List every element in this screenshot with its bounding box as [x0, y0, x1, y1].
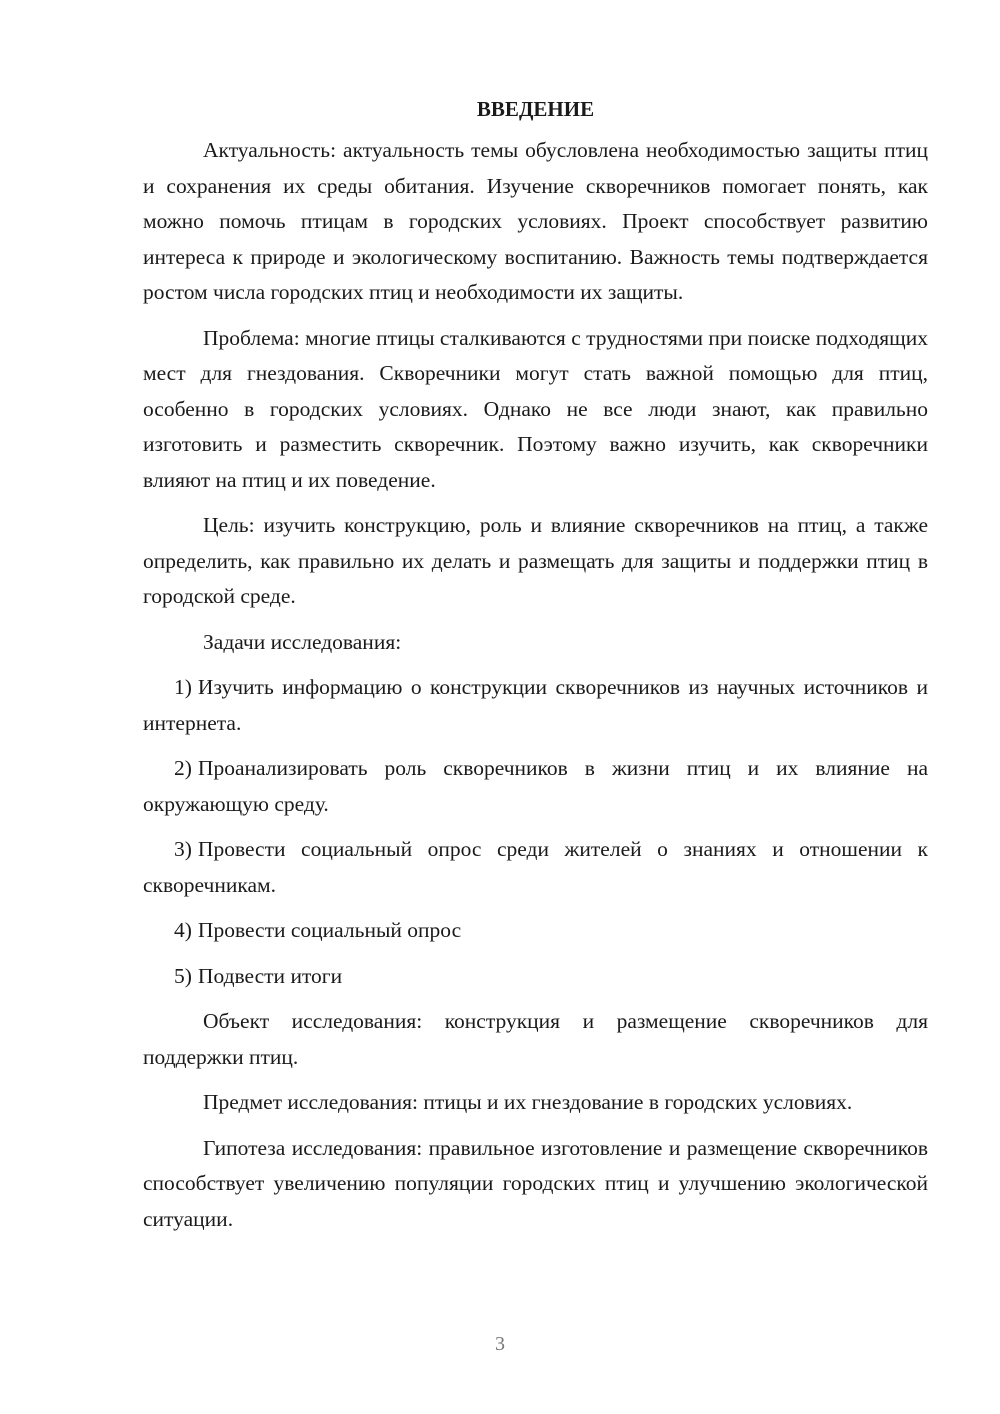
list-item	[143, 832, 928, 903]
paragraph-object: Объект исследования: конструкция и размещение скворечников для поддержки птиц.	[143, 1009, 928, 1069]
section-heading: ВВЕДЕНИЕ	[476, 97, 595, 121]
tasks-list	[143, 670, 928, 994]
list-item	[143, 751, 928, 822]
list-item-number: 5)	[174, 963, 192, 988]
list-item-text: Изучить информацию о конструкции скворечников из научных источников и интернета.	[143, 675, 928, 735]
list-item-number: 2)	[174, 756, 192, 780]
document-page	[143, 92, 928, 1247]
list-item-number: 4)	[174, 918, 192, 942]
paragraph-subject: Предмет исследования: птицы и их гнездование в городских условиях.	[203, 1090, 853, 1114]
paragraph-relevance: Актуальность: актуальность темы обусловлена необходимостью защиты птиц и сохранения их среды обитания. Изучение скворечников помогает понять, как можно помочь птицам в городских условиях. Проект способствует развитию интереса к природе и экологическому воспитанию. Важность темы подтверждается ростом числа городских птиц и необходимости их защиты.	[143, 138, 928, 304]
page-number: 3	[495, 1333, 505, 1355]
paragraph-goal: Цель: изучить конструкцию, роль и влияние скворечников на птиц, а также определить, как правильно их делать и размещать для защиты и поддержки птиц в городской среде.	[143, 513, 928, 608]
list-item	[143, 913, 928, 949]
list-item-text: Провести социальный опрос	[197, 918, 462, 942]
list-item-text: Провести социальный опрос среди жителей о знаниях и отношении к скворечникам.	[143, 837, 928, 897]
paragraph-hypothesis: Гипотеза исследования: правильное изготовление и размещение скворечников способствует увеличению популяции городских птиц и улучшению экологической ситуации.	[143, 1135, 928, 1231]
list-item-number: 1)	[174, 675, 192, 699]
paragraph-problem: Проблема: многие птицы сталкиваются с трудностями при поиске подходящих мест для гнездования. Скворечники могут стать важной помощью для птиц, особенно в городских условиях. Однако не все люди знают, как правильно изготовить и разместить скворечник. Поэтому важно изучить, как скворечники влияют на птиц и их поведение.	[143, 325, 928, 492]
list-item-text: Подвести итоги	[197, 963, 343, 988]
list-item-text: Проанализировать роль скворечников в жизни птиц и их влияние на окружающую среду.	[143, 756, 928, 816]
list-item	[143, 959, 928, 995]
list-item	[143, 670, 928, 741]
list-item-number: 3)	[174, 837, 192, 861]
tasks-title: Задачи исследования:	[203, 629, 402, 654]
